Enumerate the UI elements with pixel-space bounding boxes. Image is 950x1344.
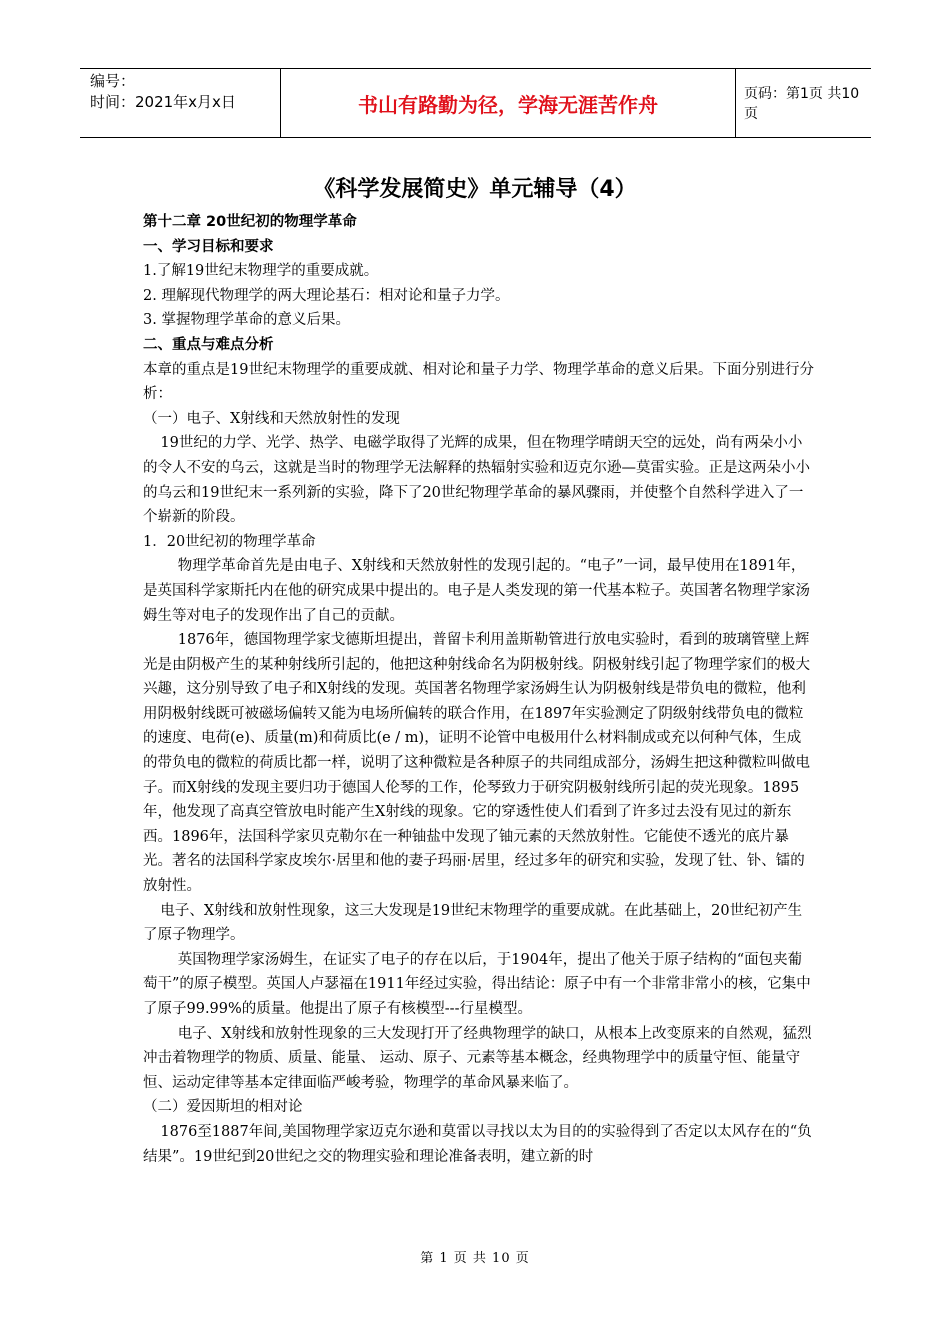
list-item: 2. 理解现代物理学的两大理论基石：相对论和量子力学。 (143, 287, 510, 304)
page-header (80, 68, 871, 138)
list-item: 1.了解19世纪末物理学的重要成就。 (143, 263, 379, 280)
document-date-label: 时间：2021年x月x日 (90, 93, 236, 111)
paragraph: 物理学革命首先是由电子、X射线和天然放射性的发现引起的。“电子”一词，最早使用在1891年，是英国科学家斯托内在他的研究成果中提出的。电子是人类发现的第一代基本粒子。英国著名物理学家汤姆生等对电子的发现作出了自己的贡献。 (143, 558, 810, 624)
header-meta (80, 69, 280, 137)
chapter-heading: 第十二章 20世纪初的物理学革命 (143, 214, 357, 230)
paragraph: 电子、X射线和放射性现象的三大发现打开了经典物理学的缺口，从根本上改变原来的自然观，猛烈冲击着物理学的物质、质量、能量、 运动、原子、元素等基本概念，经典物理学中的质量守恒、能量守恒、运动定律等基本定律面临严峻考验，物理学的革命风暴来临了。 (143, 1025, 812, 1091)
page-footer: 第 1 页 共 10 页 (420, 1251, 530, 1266)
section-heading: 一、学习目标和要求 (143, 238, 274, 255)
header-page-info: 页码：第1页 共10页 (744, 86, 860, 122)
subsection-heading: （二）爱因斯坦的相对论 (143, 1099, 303, 1116)
list-item: 3. 掌握物理学革命的意义后果。 (143, 312, 350, 329)
document-title: 《科学发展简史》单元辅导（4） (313, 177, 637, 202)
section-heading: 二、重点与难点分析 (143, 336, 274, 353)
subsection-heading: （一）电子、X射线和天然放射性的发现 (143, 410, 400, 427)
paragraph: 1876至1887年间,美国物理学家迈克尔逊和莫雷以寻找以太为目的的实验得到了否定以太风存在的“负结果”。19世纪到20世纪之交的物理实验和理论准备表明，建立新的时 (143, 1123, 812, 1165)
paragraph: 本章的重点是19世纪末物理学的重要成就、相对论和量子力学、物理学革命的意义后果。下面分别进行分析： (143, 361, 814, 403)
document-body (143, 210, 815, 1169)
paragraph: 19世纪的力学、光学、热学、电磁学取得了光辉的成果，但在物理学晴朗天空的远处，尚有两朵小小的令人不安的乌云，这就是当时的物理学无法解释的热辐射实验和迈克尔逊—莫雷实验。正是这两朵小小的乌云和19世纪末一系列新的实验，降下了20世纪物理学革命的暴风骤雨，并使整个自然科学进入了一个崭新的阶段。 (143, 435, 810, 526)
paragraph: 英国物理学家汤姆生，在证实了电子的存在以后，于1904年，提出了他关于原子结构的“面包夹葡萄干”的原子模型。英国人卢瑟福在1911年经过实验，得出结论：原子中有一个非常非常小的核，它集中了原子99.99%的质量。他提出了原子有核模型---行星模型。 (143, 951, 811, 1017)
paragraph: 1876年，德国物理学家戈德斯坦提出，普留卡利用盖斯勒管进行放电实验时，看到的玻璃管壁上辉光是由阴极产生的某种射线所引起的，他把这种射线命名为阴极射线。阴极射线引起了物理学家们的极大兴趣，这分别导致了电子和X射线的发现。英国著名物理学家汤姆生认为阴极射线是带负电的微粒，他利用阴极射线既可被磁场偏转又能为电场所偏转的联合作用，在1897年实验测定了阴级射线带负电的微粒的速度、电荷(e)、质量(m)和荷质比(e / m)，证明不论管中电极用什么材料制成或充以何种气体，生成的带负电的微粒的荷质比都一样，说明了这种微粒是各种原子的共同组成部分，汤姆生把这种微粒叫做电子。而X射线的发现主要归功于德国人伦琴的工作，伦琴致力于研究阴极射线所引起的荧光现象。1895年，他发现了高真空管放电时能产生X射线的现象。它的穿透性使人们看到了许多过去没有见过的新东西。1896年，法国科学家贝克勒尔在一种铀盐中发现了铀元素的天然放射性。它能使不透光的底片暴光。著名的法国科学家皮埃尔·居里和他的妻子玛丽·居里，经过多年的研究和实验，发现了钍、钋、镭的放射性。 (143, 632, 810, 895)
subsection-heading: 1．20世纪初的物理学革命 (143, 533, 316, 550)
paragraph: 电子、X射线和放射性现象，这三大发现是19世纪末物理学的重要成就。在此基础上，20世纪初产生了原子物理学。 (143, 902, 803, 944)
header-motto: 书山有路勤为径，学海无涯苦作舟 (280, 69, 736, 137)
document-number-label: 编号： (90, 72, 136, 90)
